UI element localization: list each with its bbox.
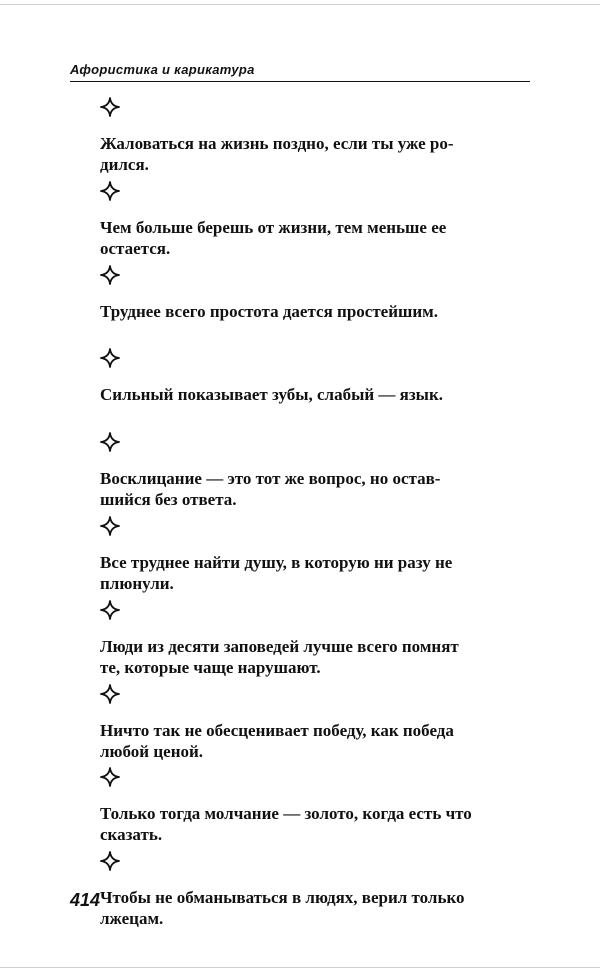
aphorism-text (100, 133, 532, 175)
four-point-star-icon (100, 516, 120, 536)
aphorism-text (100, 552, 532, 594)
aphorism-entry (100, 265, 532, 349)
aphorism-line: шийся без ответа. (100, 490, 237, 510)
four-point-star-icon (100, 348, 120, 368)
four-point-star-icon (100, 432, 120, 452)
aphorism-entry (100, 181, 532, 265)
aphorism-text (100, 887, 532, 929)
aphorism-text (100, 636, 532, 678)
aphorism-entry (100, 97, 532, 181)
aphorism-line: Чтобы не обманываться в людях, верил только (100, 888, 465, 908)
aphorism-entry (100, 684, 532, 768)
four-point-star-icon (100, 851, 120, 871)
aphorism-line: Ничто так не обесценивает победу, как победа (100, 720, 454, 740)
four-point-star-icon (100, 181, 120, 201)
aphorism-text (100, 384, 532, 405)
running-head (70, 63, 530, 82)
aphorism-list (100, 97, 532, 935)
four-point-star-icon (100, 600, 120, 620)
aphorism-line: Сильный показывает зубы, слабый — язык. (100, 385, 443, 405)
aphorism-text (100, 217, 532, 259)
aphorism-text (100, 803, 532, 845)
aphorism-text (100, 720, 532, 762)
aphorism-line: Восклицание — это тот же вопрос, но остав- (100, 469, 441, 489)
four-point-star-icon (100, 767, 120, 787)
aphorism-line: сказать. (100, 825, 163, 845)
aphorism-entry (100, 600, 532, 684)
aphorism-line: Чем больше берешь от жизни, тем меньше ее (100, 217, 447, 237)
aphorism-entry (100, 516, 532, 600)
aphorism-line: любой ценой. (100, 741, 204, 761)
aphorism-line: Люди из десяти заповедей лучше всего помнят (100, 636, 459, 656)
aphorism-line: Жаловаться на жизнь поздно, если ты уже ро- (100, 134, 454, 153)
aphorism-entry (100, 348, 532, 432)
page-top-edge (0, 4, 600, 5)
aphorism-line: те, которые чаще нарушают. (100, 657, 321, 677)
aphorism-entry (100, 851, 532, 935)
four-point-star-icon (100, 684, 120, 704)
page-bottom-edge (0, 967, 600, 968)
aphorism-text (100, 468, 532, 510)
running-head-title: Афористика и карикатура (70, 62, 255, 77)
aphorism-text (100, 301, 532, 322)
aphorism-line: дился. (100, 155, 149, 174)
aphorism-line: Все труднее найти душу, в которую ни разу не (100, 552, 453, 572)
aphorism-entry (100, 432, 532, 516)
four-point-star-icon (100, 97, 120, 117)
aphorism-line: лжецам. (100, 909, 164, 929)
page-number: 414 (70, 890, 101, 910)
aphorism-line: Труднее всего простота дается простейшим. (100, 301, 438, 321)
aphorism-line: плюнули. (100, 573, 174, 593)
four-point-star-icon (100, 265, 120, 285)
aphorism-entry (100, 767, 532, 851)
aphorism-line: Только тогда молчание — золото, когда есть что (100, 804, 472, 824)
aphorism-line: остается. (100, 238, 171, 258)
